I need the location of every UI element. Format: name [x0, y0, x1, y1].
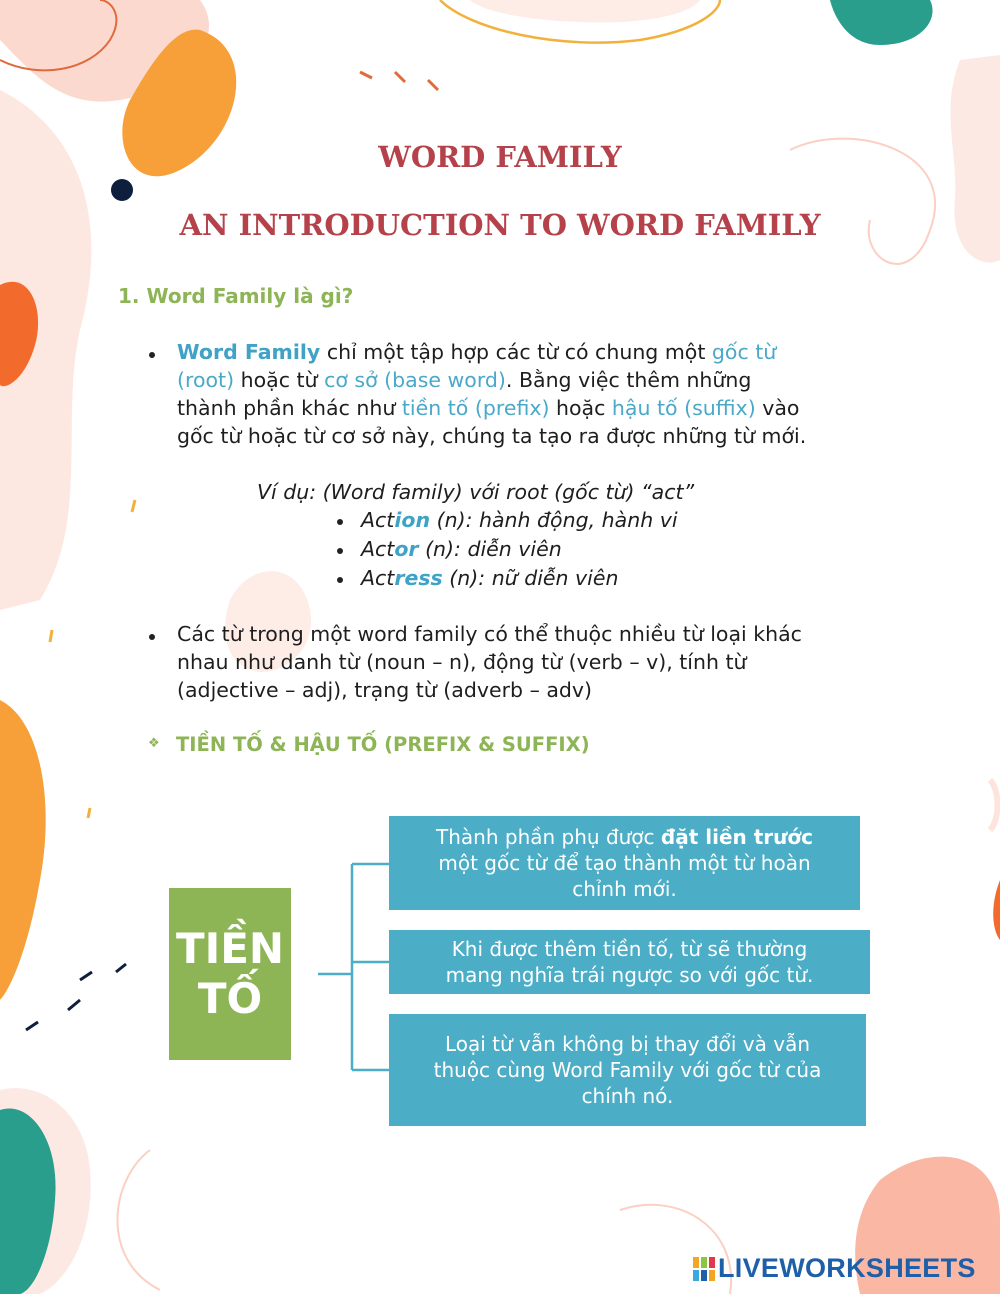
prefix-root-box [169, 888, 291, 1060]
text: hoặc [549, 396, 612, 420]
meaning-box [389, 930, 870, 994]
definition-paragraph [177, 338, 897, 450]
paragraph-line [177, 366, 897, 394]
definition-box [389, 816, 860, 910]
text: vào [755, 396, 800, 420]
box-line [436, 824, 813, 850]
example-root: Act [361, 508, 395, 532]
word-types-paragraph [177, 620, 897, 704]
box-line: mang nghĩa trái ngược so với gốc từ. [445, 963, 814, 987]
bullet-icon [337, 577, 343, 583]
diagram-connector [290, 850, 400, 1090]
keyword-highlight: cơ sở (base word) [324, 368, 506, 392]
paragraph-line [177, 338, 897, 366]
text: thành phần khác như [177, 396, 402, 420]
box-line: chính nó. [581, 1084, 674, 1108]
page-subtitle: AN INTRODUCTION TO WORD FAMILY [179, 208, 821, 242]
paragraph-line: nhau như danh từ (noun – n), động từ (verb – v), tính từ [177, 650, 747, 674]
paragraph-line: Các từ trong một word family có thể thuộc nhiều từ loại khác [177, 622, 802, 646]
box-line: Loại từ vẫn không bị thay đổi và vẫn [444, 1032, 811, 1056]
page-title: WORD FAMILY [378, 140, 622, 174]
example-root: Act [361, 566, 395, 590]
bullet-icon [149, 634, 155, 640]
text: . Bằng việc thêm những [505, 368, 752, 392]
prefix-root-line: TỐ [197, 974, 263, 1023]
example-intro: Ví dụ: (Word family) với root (gốc từ) “act” [257, 480, 695, 504]
bullet-icon [337, 519, 343, 525]
bullet-icon [337, 548, 343, 554]
prefix-root-line: TIỀN [175, 924, 285, 973]
keyword-highlight: gốc từ [711, 340, 777, 364]
text: hoặc từ [234, 368, 325, 392]
example-item [361, 506, 678, 535]
box-line: một gốc từ để tạo thành một từ hoàn [438, 851, 811, 875]
example-meaning: (n): hành động, hành vi [430, 508, 678, 532]
prefix-suffix-heading: TIỀN TỐ & HẬU TỐ (PREFIX & SUFFIX) [176, 733, 590, 756]
example-meaning: (n): diễn viên [418, 537, 562, 561]
example-meaning: (n): nữ diễn viên [442, 566, 619, 590]
box-line: chỉnh mới. [572, 877, 677, 901]
example-item [361, 564, 618, 593]
box-line: Khi được thêm tiền tố, từ sẽ thường [451, 937, 808, 961]
bullet-icon [149, 352, 155, 358]
keyword-highlight: tiền tố (prefix) [401, 396, 550, 420]
example-suffix: or [394, 537, 419, 561]
section-heading: 1. Word Family là gì? [118, 284, 354, 308]
paragraph-line: gốc từ hoặc từ cơ sở này, chúng ta tạo ra được những từ mới. [177, 424, 807, 448]
brand-text: LIVEWORKSHEETS [718, 1253, 976, 1283]
paragraph-line [177, 394, 897, 422]
term-highlight: Word Family [177, 340, 321, 364]
paragraph-line: (adjective – adj), trạng từ (adverb – adv) [177, 678, 593, 702]
word-type-box [389, 1014, 866, 1126]
keyword-highlight: (root) [177, 368, 235, 392]
example-root: Act [361, 537, 395, 561]
box-line: thuộc cùng Word Family với gốc từ của [433, 1058, 822, 1082]
diamond-bullet-icon: ❖ [148, 736, 160, 751]
text: chỉ một tập hợp các từ có chung một [320, 340, 712, 364]
example-item [361, 535, 562, 564]
text: Thành phần phụ được [436, 825, 661, 849]
example-suffix: ion [394, 508, 431, 532]
example-suffix: ress [394, 566, 443, 590]
liveworksheets-brand[interactable] [693, 1253, 976, 1284]
liveworksheets-logo-icon [693, 1257, 715, 1281]
keyword-highlight: hậu tố (suffix) [611, 396, 756, 420]
bold-text: đặt liền trước [660, 825, 813, 849]
